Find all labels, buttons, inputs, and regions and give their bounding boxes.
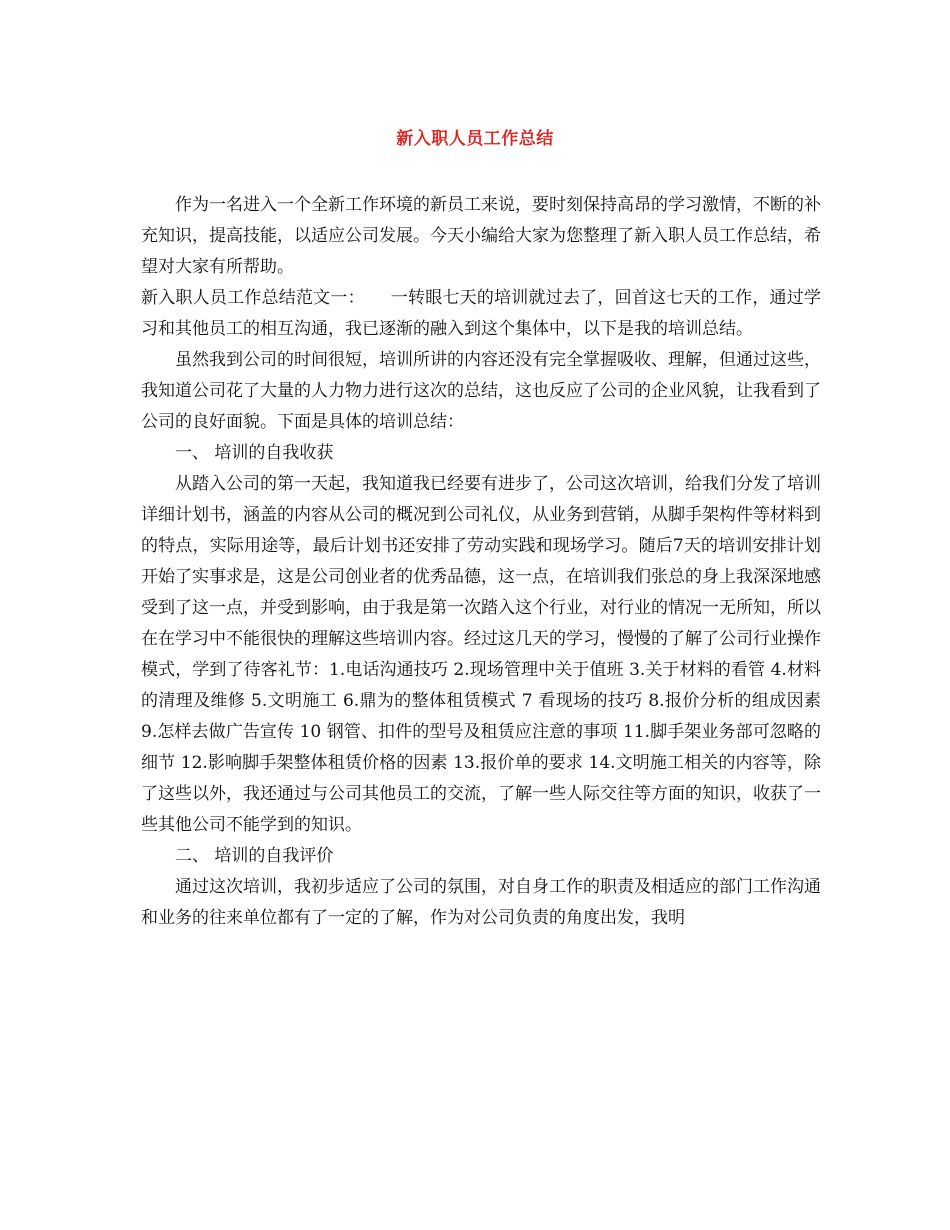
section-heading-1: 一、 培训的自我收获 xyxy=(175,443,334,463)
section-heading-2: 二、 培训的自我评价 xyxy=(175,846,334,866)
gains-paragraph: 从踏入公司的第一天起，我知道我已经要有进步了，公司这次培训，给我们分发了培训详细计划书，涵盖的内容从公司的概况到公司礼仪，从业务到营销，从脚手架构件等材料到的特点，实际用途等，最后计划书还安排了劳动实践和现场学习。随后7天的培训安排计划开始了实事求是，这是公司创业者的优秀品德，这一点，在培训我们张总的身上我深深地感受到了这一点，并受到影响，由于我是第一次踏入这个行业，对行业的情况一无所知，所以在在学习中不能很快的理解这些培训内容。经过这几天的学习，慢慢的了解了公司行业操作模式，学到了待客礼节：1.电话沟通技巧 2.现场管理中关于值班 3.关于材料的看管 4.材料的清理及维修 5.文明施工 6.鼎为的整体租赁模式 7 看现场的技巧 8.报价分析的组成因素 9.怎样去做广告宣传 10 钢管、扣件的型号及租赁应注意的事项 11.脚手架业务部可忽略的细节 12.影响脚手架整体租赁价格的因素 13.报价单的要求 14.文明施工相关的内容等，除了这些以外，我还通过与公司其他员工的交流，了解一些人际交往等方面的知识，收获了一些其他公司不能学到的知识。 xyxy=(141,474,821,835)
document-title: 新入职人员工作总结 xyxy=(396,129,554,149)
sample-intro-paragraph: 新入职人员工作总结范文一： 一转眼七天的培训就过去了，回首这七天的工作，通过学习和其他员工的相互沟通，我已逐渐的融入到这个集体中，以下是我的培训总结。 xyxy=(141,288,821,339)
overview-paragraph: 虽然我到公司的时间很短，培训所讲的内容还没有完全掌握吸收、理解，但通过这些，我知道公司花了大量的人力物力进行这次的总结，这也反应了公司的企业风貌，让我看到了公司的良好面貌。下面是具体的培训总结： xyxy=(141,350,821,432)
intro-paragraph: 作为一名进入一个全新工作环境的新员工来说，要时刻保持高昂的学习激情，不断的补充知识，提高技能，以适应公司发展。今天小编给大家为您整理了新入职人员工作总结，希望对大家有所帮助。 xyxy=(141,195,821,277)
document-body xyxy=(141,190,821,934)
evaluation-paragraph: 通过这次培训，我初步适应了公司的氛围，对自身工作的职责及相适应的部门工作沟通和业务的往来单位都有了一定的了解，作为对公司负责的角度出发，我明 xyxy=(141,877,821,928)
